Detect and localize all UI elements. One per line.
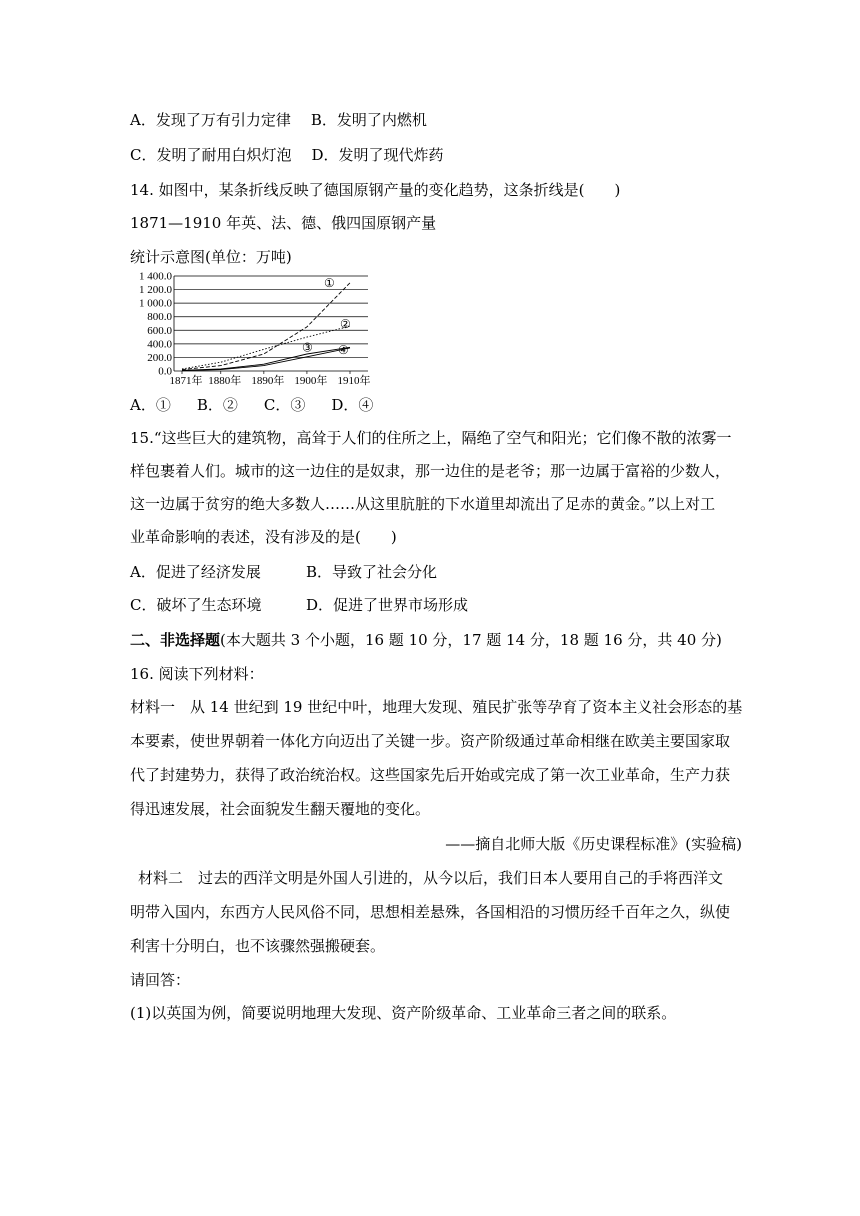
- material-1-line-1: 材料一 从 14 世纪到 19 世纪中叶，地理大发现、殖民扩张等孕育了资本主义社会形态的基: [130, 698, 743, 716]
- y-tick-label: 0.0: [158, 365, 172, 378]
- y-tick-label: 1 200.0: [139, 284, 172, 297]
- y-tick-label: 1 400.0: [139, 270, 172, 283]
- chart-x-ticks: [170, 371, 371, 387]
- material-1-line-2: 本要素，使世界朝着一体化方向迈出了关键一步。资产阶级通过革命相继在欧美主要国家取: [130, 732, 731, 750]
- x-tick-label: 1900年: [294, 375, 328, 387]
- series-label-3: ③: [302, 340, 313, 355]
- x-tick-label: 1890年: [251, 375, 285, 387]
- material-1-source: ——摘自北师大版《历史课程标准》(实验稿): [445, 835, 742, 853]
- section-2-heading: 二、非选择题: [130, 631, 221, 649]
- y-tick-label: 200.0: [147, 351, 172, 364]
- q13-options-row-1: [130, 110, 427, 130]
- series-label-4: ④: [338, 342, 349, 357]
- q15-option-a: A．促进了经济发展: [130, 563, 261, 581]
- series-label-1: ①: [324, 275, 335, 290]
- material-1-line-3: 代了封建势力，获得了政治统治权。这些国家先后开始或完成了第一次工业革命，生产力获: [130, 766, 731, 784]
- y-tick-label: 1 000.0: [139, 297, 172, 310]
- material-2-line-2: 明带入国内，东西方人民风俗不同，思想相差悬殊，各国相沿的习惯历经千百年之久，纵使: [130, 903, 731, 921]
- q14-stem: 14. 如图中，某条折线反映了德国原钢产量的变化趋势，这条折线是( ): [130, 181, 621, 199]
- q15-option-b: B．导致了社会分化: [306, 563, 438, 581]
- series-line-1: [182, 283, 350, 370]
- x-tick-label: 1910年: [337, 375, 371, 387]
- y-tick-label: 600.0: [147, 324, 172, 337]
- x-tick-label: 1871年: [169, 375, 203, 387]
- q14-option-a: A．①: [130, 396, 171, 414]
- q13-options-row-2: [130, 145, 444, 165]
- q15-options-row-1: [130, 562, 437, 582]
- chart-title-line-2: 统计示意图(单位：万吨): [130, 248, 292, 266]
- q15-line-3: 这一边属于贫穷的绝大多数人……从这里肮脏的下水道里却流出了足赤的黄金。”以上对工: [130, 495, 716, 513]
- q15-options-row-2: [130, 595, 468, 615]
- chart-title-line-1: 1871—1910 年英、法、德、俄四国原钢产量: [130, 214, 437, 232]
- series-label-2: ②: [340, 317, 351, 332]
- q16-stem: 16. 阅读下列材料：: [130, 665, 264, 683]
- q15-line-4: 业革命影响的表述，没有涉及的是( ): [130, 528, 397, 546]
- q13-option-d: D．发明了现代炸药: [311, 146, 444, 164]
- q16-ask: 请回答：: [130, 971, 191, 989]
- q16-sub-question-1: (1)以英国为例，简要说明地理大发现、资产阶级革命、工业革命三者之间的联系。: [130, 1004, 677, 1022]
- steel-output-chart: [126, 268, 376, 388]
- material-2-line-1: 材料二 过去的西洋文明是外国人引进的，从今以后，我们日本人要用自己的手将西洋文: [138, 869, 724, 887]
- q15-option-d: D．促进了世界市场形成: [306, 596, 469, 614]
- q15-option-c: C．破坏了生态环境: [130, 596, 262, 614]
- section-2-heading-line: [130, 630, 722, 650]
- section-2-note: (本大题共 3 个小题，16 题 10 分，17 题 14 分，18 题 16 分，共 40 分): [220, 631, 722, 649]
- series-line-2: [182, 326, 350, 369]
- y-tick-label: 400.0: [147, 338, 172, 351]
- q15-line-1: 15.“这些巨大的建筑物，高耸于人们的住所之上，隔绝了空气和阳光；它们像不散的浓雾一: [130, 429, 732, 447]
- q13-option-a: A．发现了万有引力定律: [130, 111, 291, 129]
- y-tick-label: 800.0: [147, 311, 172, 324]
- chart-series-labels: [302, 276, 351, 357]
- q14-option-d: D．④: [331, 396, 374, 414]
- chart-y-ticks: [139, 271, 173, 378]
- q15-line-2: 样包裹着人们。城市的这一边住的是奴隶，那一边住的是老爷；那一边属于富裕的少数人，: [130, 462, 731, 480]
- x-tick-label: 1880年: [208, 375, 242, 387]
- q14-option-b: B．②: [196, 396, 238, 414]
- q13-option-b: B．发明了内燃机: [310, 111, 427, 129]
- material-1-line-4: 得迅速发展，社会面貌发生翻天覆地的变化。: [130, 800, 431, 818]
- material-2-line-3: 利害十分明白，也不该骤然强搬硬套。: [130, 937, 386, 955]
- q13-option-c: C．发明了耐用白炽灯泡: [130, 146, 292, 164]
- q14-options-row: [130, 395, 373, 415]
- q14-option-c: C．③: [263, 396, 306, 414]
